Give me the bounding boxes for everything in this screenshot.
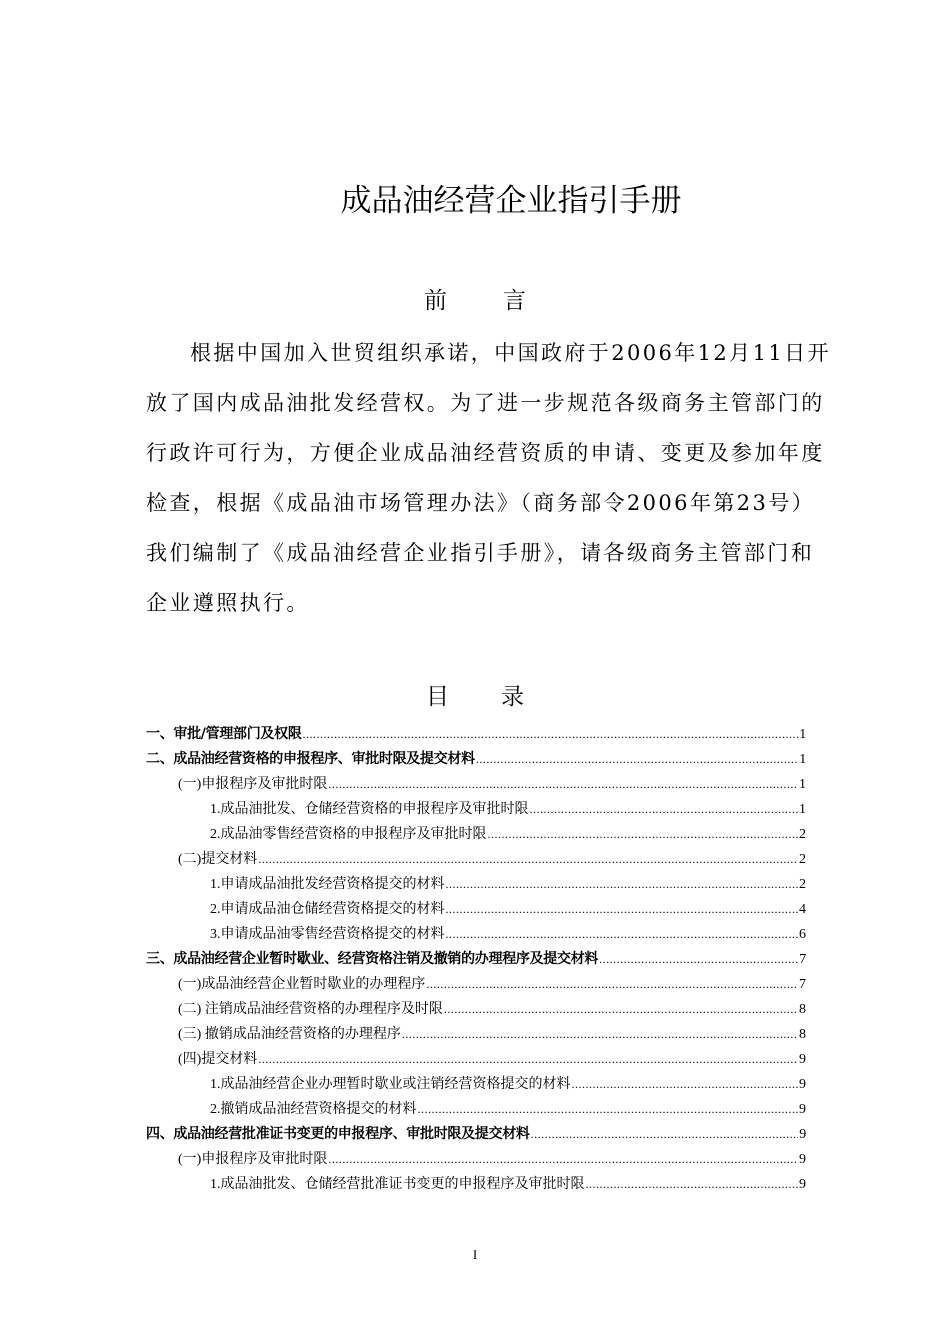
toc-page-number: 8 [799,1002,806,1017]
toc-entry[interactable] [146,1147,806,1172]
toc-page-number: 9 [799,1127,806,1142]
toc-entry[interactable] [146,797,806,822]
toc-entry-label: 2.撤销成品油经营资格提交的材料 [210,1102,417,1117]
toc-dot-leader [303,722,799,747]
toc-entry-label: 三、成品油经营企业暂时歇业、经营资格注销及撤销的办理程序及提交材料 [146,951,599,967]
toc-dot-leader [258,1047,798,1072]
toc-dot-leader [446,872,799,897]
document-title: 成品油经营企业指引手册 [340,183,682,219]
toc-dot-leader [446,922,799,947]
toc-entry[interactable] [146,997,806,1022]
preface-line: 企业遵照执行。 [146,591,310,615]
toc-page-number: 6 [799,927,806,942]
toc-page-number: 4 [799,902,806,917]
toc-entry-label: (四)提交材料 [178,1052,258,1067]
table-of-contents [146,722,806,1197]
preface-heading-char-1: 前 [424,288,447,314]
toc-dot-leader [476,747,798,772]
toc-page-number: 9 [799,1077,806,1092]
toc-entry[interactable] [146,897,806,922]
preface-line: 检查，根据《成品油市场管理办法》（商务部令2006年第23号） [146,491,816,515]
toc-entry-label: 1.成品油批发、仓储经营资格的申报程序及审批时限 [210,802,529,817]
page-number: I [472,1247,478,1262]
toc-page-number: 8 [799,1027,806,1042]
toc-entry[interactable] [146,972,806,997]
toc-entry[interactable] [146,1047,806,1072]
toc-entry[interactable] [146,722,806,747]
toc-entry[interactable] [146,772,806,797]
toc-entry-label: (一)申报程序及审批时限 [178,1152,328,1167]
toc-page-number: 9 [799,1152,806,1167]
toc-entry[interactable] [146,947,806,972]
toc-dot-leader [418,1097,799,1122]
toc-dot-leader [531,1122,799,1147]
toc-dot-leader [328,1147,798,1172]
toc-page-number: 2 [799,852,806,867]
toc-heading [0,680,950,714]
toc-entry-label: 一、审批/管理部门及权限 [146,726,302,742]
toc-entry-label: (三) 撤销成品油经营资格的办理程序 [178,1027,401,1042]
toc-dot-leader [402,1022,798,1047]
toc-entry-label: (一)成品油经营企业暂时歇业的办理程序 [178,977,426,992]
toc-page-number: 7 [799,977,806,992]
toc-entry-label: (二)提交材料 [178,852,258,867]
toc-entry-label: 2.申请成品油仓储经营资格提交的材料 [210,902,445,917]
toc-entry[interactable] [146,1172,806,1197]
toc-dot-leader [258,847,798,872]
preface-paragraph [146,328,831,628]
toc-page-number: 2 [799,827,806,842]
toc-entry[interactable] [146,1122,806,1147]
preface-line: 我们编制了《成品油经营企业指引手册》，请各级商务主管部门和 [146,541,815,565]
toc-page-number: 1 [799,777,806,792]
toc-entry[interactable] [146,922,806,947]
toc-entry-label: 1.申请成品油批发经营资格提交的材料 [210,877,445,892]
toc-dot-leader [446,897,799,922]
toc-entry-label: 1.成品油经营企业办理暂时歇业或注销经营资格提交的材料 [210,1077,571,1092]
toc-entry[interactable] [146,747,806,772]
toc-dot-leader [328,772,798,797]
toc-entry[interactable] [146,1072,806,1097]
toc-entry-label: 3.申请成品油零售经营资格提交的材料 [210,927,445,942]
toc-page-number: 1 [799,752,806,767]
toc-page-number: 9 [799,1052,806,1067]
toc-entry-label: 2.成品油零售经营资格的申报程序及审批时限 [210,827,487,842]
toc-entry[interactable] [146,1097,806,1122]
toc-heading-char-1: 目 [426,684,449,710]
toc-page-number: 2 [799,877,806,892]
toc-entry-label: 四、成品油经营批准证书变更的申报程序、审批时限及提交材料 [146,1126,530,1142]
toc-entry-label: 1.成品油批发、仓储经营批准证书变更的申报程序及审批时限 [210,1177,585,1192]
toc-dot-leader [599,947,798,972]
preface-heading-char-2: 言 [503,288,526,314]
toc-entry[interactable] [146,1022,806,1047]
toc-entry[interactable] [146,822,806,847]
toc-dot-leader [530,797,799,822]
toc-entry-label: 二、成品油经营资格的申报程序、审批时限及提交材料 [146,751,475,767]
toc-dot-leader [586,1172,799,1197]
toc-entry[interactable] [146,847,806,872]
toc-dot-leader [488,822,799,847]
toc-dot-leader [444,997,798,1022]
toc-heading-char-2: 录 [501,684,524,710]
preface-line: 行政许可行为，方便企业成品油经营资质的申请、变更及参加年度 [146,441,825,465]
toc-page-number: 1 [799,727,806,742]
preface-line: 放了国内成品油批发经营权。为了进一步规范各级商务主管部门的 [146,391,825,415]
toc-page-number: 1 [799,802,806,817]
toc-page-number: 9 [799,1177,806,1192]
preface-heading [0,284,950,318]
toc-page-number: 7 [799,952,806,967]
toc-dot-leader [426,972,798,997]
preface-line: 根据中国加入世贸组织承诺，中国政府于2006年12月11日开 [190,341,831,365]
toc-entry-label: (二) 注销成品油经营资格的办理程序及时限 [178,1002,443,1017]
toc-dot-leader [572,1072,799,1097]
toc-entry[interactable] [146,872,806,897]
toc-page-number: 9 [799,1102,806,1117]
toc-entry-label: (一)申报程序及审批时限 [178,777,328,792]
